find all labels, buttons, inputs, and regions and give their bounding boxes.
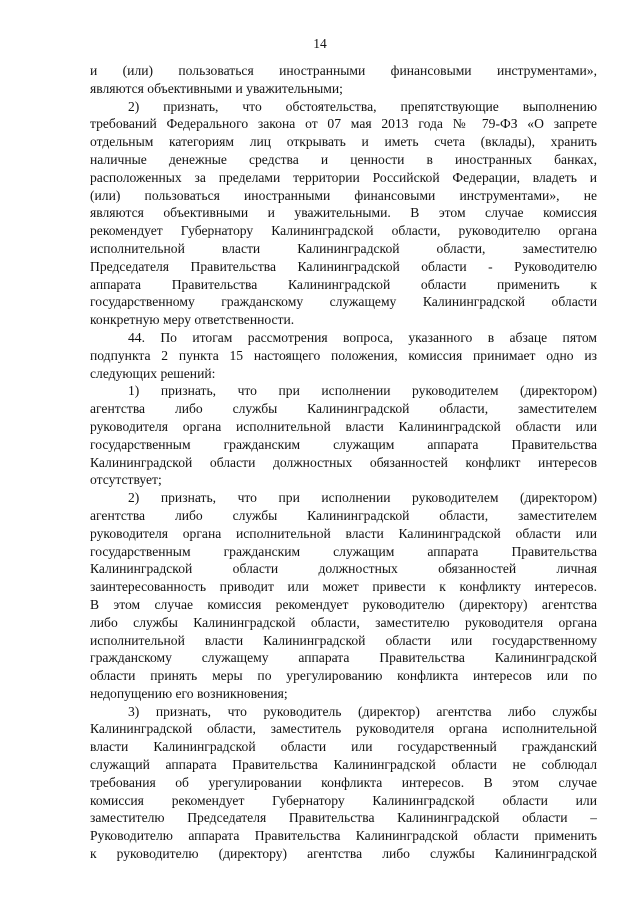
text-line: агентства либо службы Калининградской области, заместителем <box>90 507 597 523</box>
text-line: аппарата Правительства Калининградской области применить к <box>90 276 597 292</box>
text-line: руководителя органа исполнительной власти Калининградской области или <box>90 525 597 541</box>
text-line: комиссия рекомендует Губернатору Калининградской области или <box>90 792 597 808</box>
text-line: власти Калининградской области или государственный гражданский <box>90 739 597 755</box>
text-line: заинтересованность приводит или может привести к конфликту интересов. <box>90 579 597 595</box>
text-line: исполнительной власти Калининградской области, заместителю <box>90 240 597 256</box>
text-line: государственным гражданским служащим аппарата Правительства <box>90 543 597 559</box>
text-line: государственным гражданским служащим аппарата Правительства <box>90 436 597 452</box>
text-line: требования об урегулировании конфликта интересов. В этом случае <box>90 774 597 790</box>
text-line: следующих решений: <box>90 365 216 381</box>
page-number: 14 <box>313 36 327 51</box>
text-line: В этом случае комиссия рекомендует руководителю (директору) агентства <box>90 596 597 612</box>
text-line: агентства либо службы Калининградской области, заместителем <box>90 401 597 417</box>
text-line: Калининградской области должностных обязанностей конфликт интересов <box>90 454 597 470</box>
text-line: 3) признать, что руководитель (директор) агентства либо службы <box>128 703 597 719</box>
text-line: Руководителю аппарата Правительства Калининградской области применить <box>90 828 597 844</box>
text-line: исполнительной власти Калининградской области или государственному <box>90 632 597 648</box>
text-line: наличные денежные средства и ценности в иностранных банках, <box>90 151 597 167</box>
text-line: к руководителю (директору) агентства либо службы Калининградской <box>90 846 597 862</box>
text-line: являются объективными и уважительными. В этом случае комиссия <box>90 205 597 221</box>
text-line: (или) пользоваться иностранными финансовыми инструментами», не <box>90 187 597 203</box>
paragraph <box>90 329 597 382</box>
paragraph <box>90 703 597 863</box>
paragraph <box>90 489 597 703</box>
text-line: Председателя Правительства Калининградской области - Руководителю <box>90 258 597 274</box>
text-line: являются объективными и уважительными; <box>90 80 343 96</box>
text-line: служащий аппарата Правительства Калининградской области не соблюдал <box>90 757 597 773</box>
text-line: и (или) пользоваться иностранными финансовыми инструментами», <box>90 63 597 78</box>
text-line: рекомендует Губернатору Калининградской области, руководителю органа <box>90 223 597 239</box>
text-line: либо службы Калининградской области, заместителю руководителя органа <box>90 614 597 630</box>
paragraph <box>90 382 597 489</box>
text-line: гражданскому служащему аппарата Правительства Калининградской <box>90 650 597 666</box>
text-line: расположенных за пределами территории Российской Федерации, владеть и <box>90 169 597 185</box>
text-line: отдельным категориям лиц открывать и иметь счета (вклады), хранить <box>90 134 597 150</box>
paragraph <box>90 62 597 98</box>
text-line: Калининградской области должностных обязанностей личная <box>90 561 597 577</box>
text-line: конкретную меру ответственности. <box>90 312 295 328</box>
text-line: отсутствует; <box>90 472 162 488</box>
document-body <box>90 62 597 863</box>
text-line: государственному гражданскому служащему Калининградской области <box>90 294 597 310</box>
text-line: Калининградской области, заместитель руководителя органа исполнительной <box>90 721 597 737</box>
text-line: 1) признать, что при исполнении руководителем (директором) <box>128 383 597 399</box>
paragraph <box>90 98 597 329</box>
text-line: 2) признать, что обстоятельства, препятствующие выполнению <box>128 98 597 114</box>
text-line: недопущению его возникновения; <box>90 685 288 701</box>
text-line: области принять меры по урегулированию конфликта интересов или по <box>90 668 597 684</box>
text-line: требований Федерального закона от 07 мая 2013 года № 79-ФЗ «О запрете <box>90 116 597 132</box>
text-line: 44. По итогам рассмотрения вопроса, указанного в абзаце пятом <box>128 329 597 345</box>
text-line: подпункта 2 пункта 15 настоящего положения, комиссия принимает одно из <box>90 347 597 363</box>
text-line: 2) признать, что при исполнении руководителем (директором) <box>128 490 597 506</box>
text-line: заместителю Председателя Правительства Калининградской области – <box>90 810 597 826</box>
text-line: руководителя органа исполнительной власти Калининградской области или <box>90 418 597 434</box>
